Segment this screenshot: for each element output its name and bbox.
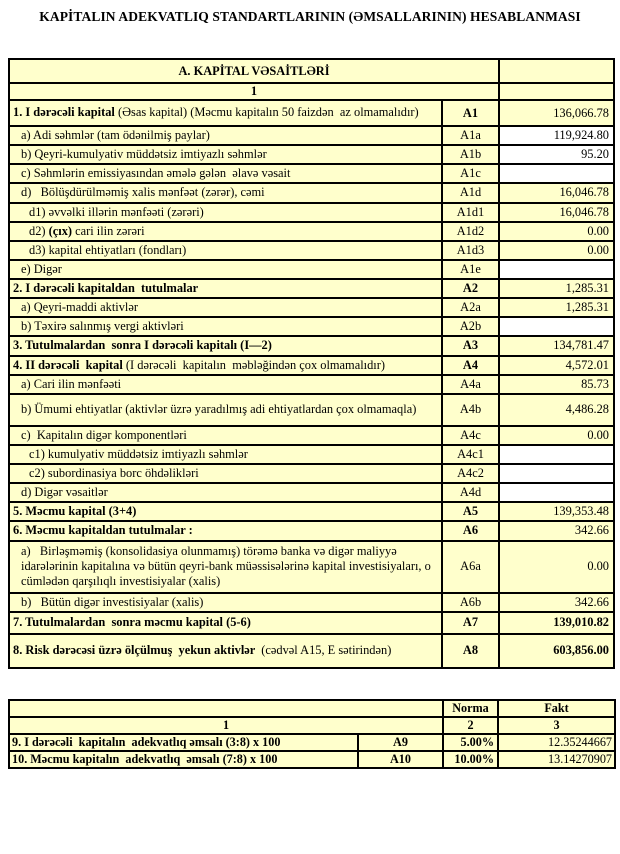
row-value: 4,486.28 [499,394,614,426]
ratio-index-row [9,717,615,734]
row-label: 6. Məcmu kapitaldan tutulmalar : [9,521,442,540]
row-label: c) Səhmlərin emissiyasından əmələ gələn əlavə vəsait [9,164,442,183]
capital-row-A1a [9,126,614,145]
row-code: A4 [442,356,499,375]
row-label: d) Bölüşdürülməmiş xalis mənfəət (zərər), cəmi [9,183,442,202]
norma-header: Norma [443,700,498,717]
row-norma-value: 5.00% [443,734,498,751]
capital-row-A2a [9,298,614,317]
row-code: A2b [442,317,499,336]
ratio-row-A9 [9,734,615,751]
row-label: c) Kapitalın digər komponentləri [9,426,442,445]
row-code: A4d [442,483,499,502]
row-code: A1d1 [442,203,499,222]
capital-table-body [9,59,614,668]
row-code: A2 [442,279,499,298]
row-value: 0.00 [499,541,614,593]
row-value: 4,572.01 [499,356,614,375]
row-code: A10 [358,751,443,768]
capital-row-A2b [9,317,614,336]
column-index: 2 [443,717,498,734]
capital-table [8,58,615,669]
row-code: A1c [442,164,499,183]
row-value: 1,285.31 [499,298,614,317]
row-code: A1e [442,260,499,279]
row-value: 136,066.78 [499,100,614,126]
capital-row-A4c [9,426,614,445]
row-code: A6a [442,541,499,593]
row-label: a) Adi səhmlər (tam ödənilmiş paylar) [9,126,442,145]
capital-row-A2 [9,279,614,298]
row-value [499,317,614,336]
ratio-header-row [9,700,615,717]
row-value: 0.00 [499,222,614,241]
fakt-header: Fakt [498,700,615,717]
capital-row-A1d [9,183,614,202]
capital-row-A4d [9,483,614,502]
row-label: b) Ümumi ehtiyatlar (aktivlər üzrə yaradılmış adi ehtiyatlardan çox olmamaqla) [9,394,442,426]
row-value: 95.20 [499,145,614,164]
row-value: 85.73 [499,375,614,394]
row-value: 0.00 [499,241,614,260]
capital-row-A4a [9,375,614,394]
capital-row-A6b [9,593,614,612]
capital-row-A1e [9,260,614,279]
row-label: c1) kumulyativ müddətsiz imtiyazlı səhmlər [9,445,442,464]
capital-row-A4c2 [9,464,614,483]
row-code: A1a [442,126,499,145]
column-index: 1 [9,83,499,100]
row-label: 4. II dərəcəli kapital (I dərəcəli kapitalın məbləğindən çox olmamalıdır) [9,356,442,375]
capital-row-A5 [9,502,614,521]
row-label: b) Təxirə salınmış vergi aktivləri [9,317,442,336]
row-label: a) Qeyri-maddi aktivlər [9,298,442,317]
row-value: 603,856.00 [499,634,614,668]
row-value: 139,010.82 [499,612,614,634]
row-value: 139,353.48 [499,502,614,521]
row-code: A3 [442,336,499,355]
row-value: 16,046.78 [499,183,614,202]
capital-row-A3 [9,336,614,355]
row-label: d) Digər vəsaitlər [9,483,442,502]
capital-row-A1d1 [9,203,614,222]
section-header: A. KAPİTAL VƏSAİTLƏRİ [9,59,499,83]
row-label: a) Cari ilin mənfəəti [9,375,442,394]
row-value: 1,285.31 [499,279,614,298]
capital-table-index-row [9,83,614,100]
column-index: 3 [498,717,615,734]
capital-row-A1b [9,145,614,164]
row-value: 342.66 [499,593,614,612]
row-code: A4b [442,394,499,426]
row-value: 342.66 [499,521,614,540]
row-value [499,445,614,464]
row-value [499,464,614,483]
row-label: 10. Məcmu kapitalın adekvatlıq əmsalı (7:8) x 100 [9,751,358,768]
row-label: d2) (çıx) cari ilin zərəri [9,222,442,241]
row-label: d3) kapital ehtiyatları (fondları) [9,241,442,260]
row-label: e) Digər [9,260,442,279]
row-value: 119,924.80 [499,126,614,145]
row-norma-value: 10.00% [443,751,498,768]
row-code: A4c1 [442,445,499,464]
capital-row-A7 [9,612,614,634]
ratio-row-A10 [9,751,615,768]
row-code: A4a [442,375,499,394]
empty-cell [499,59,614,83]
row-code: A8 [442,634,499,668]
capital-row-A4b [9,394,614,426]
capital-row-A4c1 [9,445,614,464]
row-label: a) Birləşməmiş (konsolidasiya olunmamış) törəmə banka və digər maliyyə idarələrinin kapitalına və bütün qeyri-bank müəssisələrinə kapital investisiyaları, o cümlədən qarşılıqlı investisiyalar (xalis) [9,541,442,593]
row-code: A1d2 [442,222,499,241]
row-value: 0.00 [499,426,614,445]
row-code: A1 [442,100,499,126]
row-value: 134,781.47 [499,336,614,355]
capital-row-A1d3 [9,241,614,260]
row-value [499,483,614,502]
row-label: 7. Tutulmalardan sonra məcmu kapital (5-6) [9,612,442,634]
row-label: b) Bütün digər investisiyalar (xalis) [9,593,442,612]
capital-row-A1d2 [9,222,614,241]
row-label: b) Qeyri-kumulyativ müddətsiz imtiyazlı səhmlər [9,145,442,164]
row-value [499,164,614,183]
row-label: 3. Tutulmalardan sonra I dərəcəli kapitalı (I—2) [9,336,442,355]
row-fakt-value: 12.35244667 [498,734,615,751]
ratio-table-body [9,700,615,768]
row-code: A1d [442,183,499,202]
capital-row-A4 [9,356,614,375]
capital-row-A1 [9,100,614,126]
capital-row-A6a [9,541,614,593]
row-value: 16,046.78 [499,203,614,222]
capital-row-A8 [9,634,614,668]
row-label: 1. I dərəcəli kapital (Əsas kapital) (Məcmu kapitalın 50 faizdən az olmamalıdır) [9,100,442,126]
ratio-table [8,699,616,769]
row-code: A4c [442,426,499,445]
row-label: 2. I dərəcəli kapitaldan tutulmalar [9,279,442,298]
empty-cell [499,83,614,100]
capital-row-A1c [9,164,614,183]
row-code: A1d3 [442,241,499,260]
row-code: A6 [442,521,499,540]
row-code: A1b [442,145,499,164]
document-title: KAPİTALIN ADEKVATLIQ STANDARTLARININ (ƏMSALLARININ) HESABLANMASI [39,9,581,24]
row-fakt-value: 13.14270907 [498,751,615,768]
row-code: A6b [442,593,499,612]
row-label: d1) əvvəlki illərin mənfəəti (zərəri) [9,203,442,222]
capital-table-header-row [9,59,614,83]
capital-row-A6 [9,521,614,540]
empty-cell [9,700,443,717]
row-code: A4c2 [442,464,499,483]
row-code: A2a [442,298,499,317]
row-value [499,260,614,279]
row-code: A5 [442,502,499,521]
row-label: 8. Risk dərəcəsi üzrə ölçülmuş yekun aktivlər (cədvəl A15, E sətirindən) [9,634,442,668]
row-label: 5. Məcmu kapital (3+4) [9,502,442,521]
column-index: 1 [9,717,443,734]
row-code: A7 [442,612,499,634]
row-label: 9. I dərəcəli kapitalın adekvatlıq əmsalı (3:8) x 100 [9,734,358,751]
row-label: c2) subordinasiya borc öhdəlikləri [9,464,442,483]
row-code: A9 [358,734,443,751]
